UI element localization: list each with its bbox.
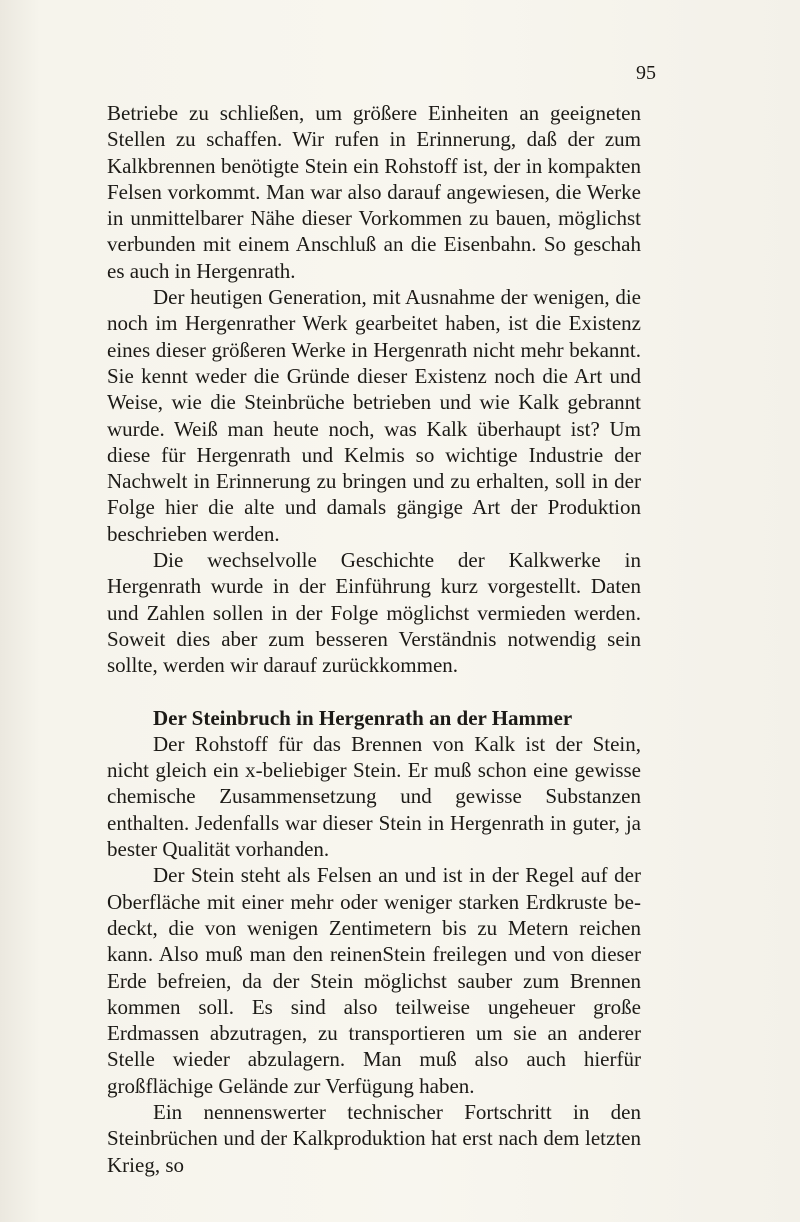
body-text xyxy=(107,100,641,1178)
paragraph-2: Der heutigen Generation, mit Ausnahme der wenigen, die noch im Hergenrather Werk gearbeitet haben, ist die Existenz eines dieser größeren Werke in Hergenrath nicht mehr bekannt. Sie kennt weder die Gründe dieser Existenz noch die Art und Weise, wie die Steinbrüche betrieben und wie Kalk gebrannt wurde. Weiß man heute noch, was Kalk überhaupt ist? Um diese für Hergenrath und Kelmis so wichtige Industrie der Nachwelt in Erinnerung zu bringen und zu erhalten, soll in der Folge hier die alte und damals gängige Art der Produktion beschrieben werden. xyxy=(107,285,641,546)
paragraph-3: Die wechselvolle Geschichte der Kalkwerke in Hergenrath wurde in der Einführung kurz vorgestellt. Daten und Zahlen sollen in der Folge möglichst vermieden werden. Soweit dies aber zum besseren Verständnis notwendig sein sollte, werden wir darauf zurückkommen. xyxy=(107,548,641,678)
paragraph-5: Der Stein steht als Felsen an und ist in der Regel auf der Oberfläche mit einer mehr oder weniger starken Erdkruste bedeckt, die von wenigen Zentimetern bis zu Metern reichen kann. Also muß man den reinenStein freilegen und von dieser Erde befreien, da der Stein möglichst sauber zum Brennen kommen soll. Es sind also teilweise ungeheuer große Erdmassen abzutragen, zu transportieren um sie an anderer Stelle wieder abzulagern. Man muß also auch hierfür großflächige Gelände zur Verfügung haben. xyxy=(107,863,641,1098)
paragraph-6: Ein nennenswerter technischer Fortschritt in den Steinbrüchen und der Kalkproduktion hat erst nach dem letzten Krieg, so xyxy=(107,1099,641,1177)
page-number: 95 xyxy=(636,62,656,84)
section-heading: Der Steinbruch in Hergenrath an der Hammer xyxy=(153,705,573,730)
paragraph-1: Betriebe zu schließen, um größere Einheiten an geeigneten Stellen zu schaffen. Wir rufen in Erinnerung, daß der zum Kalkbrennen benötigte Stein ein Rohstoff ist, der in kompakten Felsen vorkommt. Man war also darauf angewiesen, die Werke in unmittelbarer Nähe dieser Vorkommen zu bauen, möglichst verbunden mit einem Anschluß an die Eisenbahn. So geschah es auch in Hergenrath. xyxy=(107,101,641,283)
paragraph-4: Der Rohstoff für das Brennen von Kalk ist der Stein, nicht gleich ein x-beliebiger Stein. Er muß schon eine gewisse chemische Zusammensetzung und gewisse Substanzen enthalten. Jedenfalls war dieser Stein in Hergenrath in guter, ja bester Qualität vorhanden. xyxy=(107,731,641,862)
